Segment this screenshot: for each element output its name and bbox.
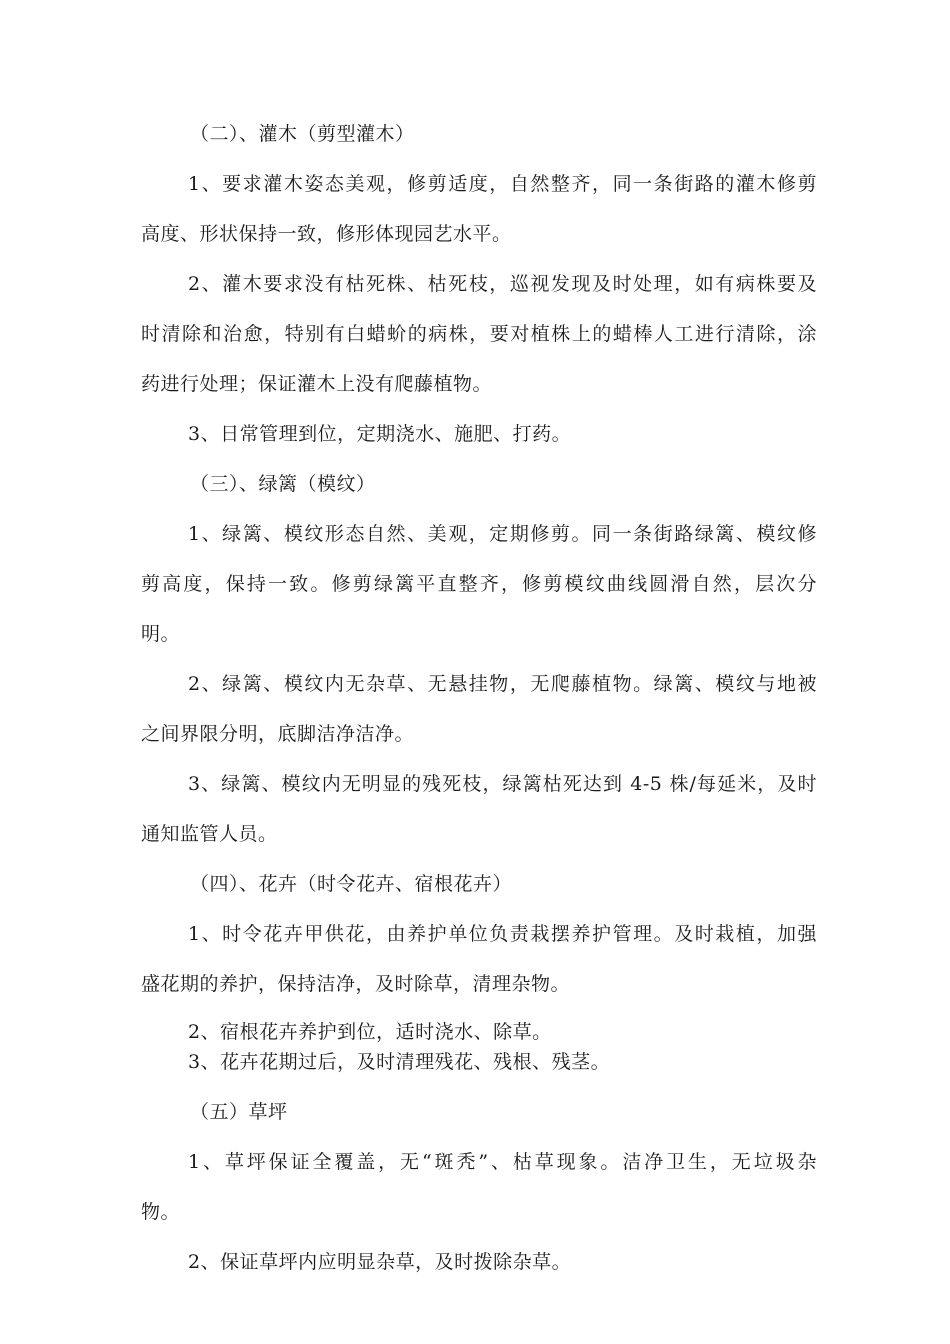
paragraph-line: 1、草坪保证全覆盖，无“斑秃”、枯草现象。洁净卫生，无垃圾杂 bbox=[188, 1151, 817, 1173]
paragraph-line: 药进行处理；保证灌木上没有爬藤植物。 bbox=[141, 373, 493, 395]
paragraph-line: 2、灌木要求没有枯死株、枯死枝，巡视发现及时处理，如有病株要及 bbox=[188, 273, 817, 295]
paragraph-line: 物。 bbox=[141, 1201, 181, 1223]
paragraph-line: 高度、形状保持一致，修形体现园艺水平。 bbox=[141, 223, 512, 245]
paragraph-line: 2、宿根花卉养护到位，适时浇水、除草。 bbox=[188, 1021, 552, 1043]
section-heading-shrubs: （二）、灌木（剪型灌木） bbox=[190, 123, 415, 145]
paragraph-line: 明。 bbox=[141, 623, 181, 645]
paragraph-line: 3、花卉花期过后，及时清理残花、残根、残茎。 bbox=[188, 1051, 611, 1073]
paragraph-line: 1、绿篱、模纹形态自然、美观，定期修剪。同一条街路绿篱、模纹修 bbox=[188, 523, 817, 545]
paragraph-line: 时清除和治愈，特别有白蜡蚧的病株，要对植株上的蜡棒人工进行清除，涂 bbox=[141, 323, 817, 345]
paragraph-line: 通知监管人员。 bbox=[141, 823, 278, 845]
paragraph-line: 1、要求灌木姿态美观，修剪适度，自然整齐，同一条街路的灌木修剪 bbox=[188, 173, 817, 195]
paragraph-line: 之间界限分明，底脚洁净洁净。 bbox=[141, 723, 415, 745]
paragraph-line: 1、时令花卉甲供花，由养护单位负责栽摆养护管理。及时栽植，加强 bbox=[188, 923, 817, 945]
section-heading-hedges: （三）、绿篱（模纹） bbox=[190, 473, 376, 495]
paragraph-line: 3、日常管理到位，定期浇水、施肥、打药。 bbox=[188, 423, 572, 445]
section-heading-flowers: （四）、花卉（时令花卉、宿根花卉） bbox=[190, 873, 513, 895]
paragraph-line: 2、保证草坪内应明显杂草，及时拨除杂草。 bbox=[188, 1251, 572, 1273]
paragraph-line: 盛花期的养护，保持洁净，及时除草，清理杂物。 bbox=[141, 973, 571, 995]
paragraph-line: 2、绿篱、模纹内无杂草、无悬挂物，无爬藤植物。绿篱、模纹与地被 bbox=[188, 673, 817, 695]
section-heading-lawn: （五）草坪 bbox=[190, 1101, 288, 1123]
paragraph-line: 3、绿篱、模纹内无明显的残死枝，绿篱枯死达到 4-5 株/每延米，及时 bbox=[188, 773, 817, 795]
paragraph-line: 剪高度，保持一致。修剪绿篱平直整齐，修剪模纹曲线圆滑自然，层次分 bbox=[141, 573, 817, 595]
